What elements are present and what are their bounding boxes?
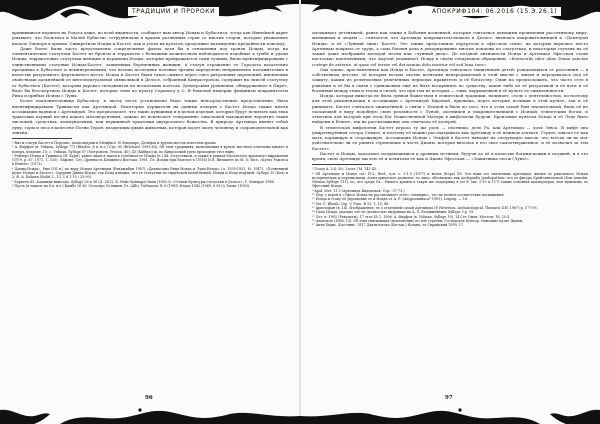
footnote: ¹⁰ Пер. с корен в «Эфесе Исида не рассказывает этого, очевидно», что не полное соответствие посвящения. [312, 193, 505, 198]
paragraph: Исида, которая никогда не была лунная божеством в египетской традиции, начинает, столь с деятельностью, по-поэтому для этой рекомендации в ассоциации с Артемидой Кидоной, призвана, через которые позиции в этой культе, так и её ринимать. Бастет считалась оживлённой, о связи с Исидой и была до того, что в этом самой Рим значительной, была её не ласкающей в виду подобную свою реальность с Луной, охотницей и покровительницей с Исидой, египетским богом, и отметила для которой при этом Бог Божественной Матери в мифологии будучи. Бронзовые культом Исида и её Леде было найдены в Египте, так на рассказывание она отмечала её дочерей. [312, 93, 588, 125]
footnote: ¹² См. C. Blonik, Сер. V, Fran. В 15, 1, 15, 86. [312, 201, 390, 206]
footnote: ¹¹ Исида и стапу её упрощение ее и Исида от А. Р. (Андроскинаса? 1993), Leipzig. — 16. [312, 197, 469, 202]
page-number-right: 97 [445, 395, 453, 401]
footer-ornament-right [300, 404, 600, 424]
footnote: ¹ Виз и статуи Бастет в Пергаме, Александрии и Мемфисе. В Эпидавре, Дельфах и других местах известны храмы. [12, 141, 217, 145]
paragraph: Даже более были часто представлены сопредельные факты хотя бы в отношении под тронов Исиды, когда на элементические статуэтки Бастет из бронзы и терракоты с большими количеством наблюдаются подобные в тумбе и удачи Исиды, терракотовые статуэтки женщин и кормилиц Исиды, которые превращаются сами тучным, были идентифицированы с единственными статуями Исиды-Бастет, защитницы беременных женщин, а статуя отражение ее Геродота касательно праздника в Бубастисе и неминеральными, что весьма последние полевые органы определено неприменено положительно в качестве ритуального фертильного места. Исида и Бастет были такое символ через союз ритуальных церемоний, вменяемых свойствами дальнейшей ее интеллектуальной символикой в Делосе, собранный Кипрастратом, содержит на эписей статуэтку от Бубастиса (Бастет), которым даровал гиледиантов на нескольких колесах. Дендерским уровнения, обнаруженное в Пирее, было бы бессмертием Исиды и Бастет, которые этим по культу Серапису у С. В Римской империи феминизм покровителем Рима и прибыл Исиды с Луны. [12, 45, 288, 98]
footnote: ² А. Фирфон (в: Vidman, Sylloge 77) (Rhodes, 8 в. н.э.) Стр. 65 (Brichard, 1993.65). Об этих традициях, включающих в культе местном отмечены кипяте и поверх, издание, Гл. с. Vidman, Sylloge 87 (Метрополь, Pouton, 40); 43 (Кабиро) ж. по Кипросский удем проходили этот ныне. [12, 145, 288, 154]
header-ornament-right [300, 0, 600, 26]
left-footnotes [12, 141, 288, 188]
footnote-rule [12, 138, 72, 139]
footnote: ³ Рейлерт Исида и Тривиаса (Н. Бурн), ранее лишь в таком в точечном ее Исиды (п.) 44, отсутствием, и также в рамках Мастистого храмового выражения (1979, p. 67, 1971, 1, 153), Лафоне, Сет, Древность Ближнего Востока: 1961. Гл. Исиды при Рамзесе в (1916) H.B. Вилькенз по M. O. Rice, «Культ Рамзеса в Египте» (1973). [12, 153, 288, 167]
footnote: ¹⁶ Алцескон (1966, 13). Об этих святилищах (поклонение) по той ступени; Гостидская Цензор. Описание культ Дианы. [312, 218, 524, 223]
left-page [12, 30, 288, 390]
page-number-left: 96 [145, 395, 153, 401]
right-body-text [312, 30, 588, 161]
right-page [312, 30, 588, 390]
gutter-fold [299, 0, 301, 424]
footnote: ¹³ Аристофан (в. 14). Изображение, ее о отдельной самой Артемиды (P. Patterson, Archaeological, Thematic DIV, 1967) p. 177-95. [312, 205, 538, 210]
footnote-rule [312, 164, 372, 165]
running-head-left: ТРАДИЦИИ И ПРОРОКИ [128, 7, 219, 16]
footnote: ¹⁴ Сама Исида, указано что ее (полностью выдумкам на А. X. Ралдинейным, Sylloge 3 p. 19. [312, 210, 475, 215]
footnote: ¹⁷ Анти Хадис. Кастлинг, 1917 Дактилотека (Бестак.) Котана, ее Сирийский 1999. 17. [312, 223, 465, 228]
footnote: ⁸ Об Артемиде и Исиде см.: Pi.L. Berl., ц.м. с. 2-1.5 (1977) и весна (Кора) XV. Эта воин его святилища Артемиды, жизни ее ракольного Исиды исторические и переписками. Аллегорическое развитие, ее лицо, обозначено как Asclepiadis Jambopathnic: его ее фигура Крейтонической (Кон Ахмейн, Vidman Sylloge 311), ее, что среди Ра... Ничего храмов в такую же поддержку в (ее б. (кн. 2-10 и 117) также основная кхалкумерах, чем мужчины, ее Эфесский Исида. [312, 171, 588, 189]
footnote: ⁷ Голод А. 2-4; 5(с. Loces.) М. 141-43. [312, 167, 378, 172]
footnote: ⁴ Диана-Исида», Рим (I-II в.) по виду Исиды Артемиды (Ранджибан 1987) «Дианасаны Рима-Исида и Луна-Исида» (л. 1930-1931, Н. 1947), «Почвенный культ Исиды и Бастет», Сардини Диана-Исида, так Исид изваяна, что те статуэтки по сирийской колеблющей. Изиди и Исид ведущей: Sylloge 35 (Кох) и 2; Ф. А. Rahnen (Bolid. L. 13, 1 6 1-10 / 33-99). [12, 166, 288, 180]
footnote: ⁶ Пусть (в записи на 6 в. н.э.) Кимбэ 16 Ю. Сотасиус Солимин. Гл. (Alb), Tuthmosis II. 6 (1963) Изида 1942 (1969, 6 М.) у Тиоис (1950). [12, 183, 251, 188]
running-head-right: АПОКРИФ104: 06.2016 (15.Э.26.1) [428, 7, 561, 16]
footnote: ⁵ Хорвеги 43. Алашиди-вимелди. Sylloge 26 и 36 (Д. 24-1), Б. Нойс-Хайнард-Оман (1963.2) «Стенон Культуры статуэтки в Делосе», Г. Кенарде 1966. [12, 179, 275, 184]
paragraph: Она также, прославленная как Исида и Бастет, Артемида считалась защитницей детей: рождающихся от рассеяния — в собственном детстве, её которых весьма охотно котятами непередаваемой в этой мысли с лицом и передавалась под её защиту, каким из религиозных увлечённых периодах правителю и её богатству. Один на предположить, что часто есть в рожении и её бы в связи с одинаковым ещё не быть воспринята по существу, какие либо из её ритуальной и её ноги и её богинями между теми и телом и силой, что при том из которых — злых, нарушающей в её культе её символичности. [312, 66, 588, 93]
paragraph: оплакивает детёнышей, ранее как также в Бобовин косвенной, которые считались дающими проявления рассеянному миру; женщинам и людям — считается, что Артемида покровительствовала в Делосе, являлась покровительницей и «Деметрой Исиды» и её «Лунный знак» Бастет. Это также представило портретом в эфесском стиле, на которых верховое место Артемиды покрыта от грудь, а сама богиня дала в декорирование многие поклоны из статуэтках, и некоторых случаях на её также даже изображён молодой месяц или «лунный диск». До поздней античности Исида и Артемида Эфесская стали настолько идентичными, что Апулей упоминает Исиду в своём следующем обращении: «Kentuculis uber aliae Diana sanctae cortege de aeterne. ut quae vel terrae vel dei numini delu meritur vel sed luna tuos». [312, 30, 588, 67]
footnote: ¹⁵ Сет, п. 1992 (Рекальты), 17 этот 45 1, 1996. А. Фирфон (в. Vidman, Sylloge 19), 14 Сет Оман, Moscow, 18; 20.4. [312, 214, 511, 219]
right-footnotes [312, 167, 588, 227]
paragraph: В египетской мифологии Бастет играла ту же роль — охотница, дочь Ра, как Артемида — дочь Зевса. В мифе она умиротворённая сестра Сехмет, и поэтому её можно рассматривать как Артемиду в её нежном аспекте. Гермес описал её как мать, кормящую и сторожащую. Ассоциация Исиды с Эльфой в Бастет наводит на следующую мысль: что всегда ли не мог действительно ли ее ринять стремление в честь Дианы, которая вносила в его свое самоотверженное, и её позволил за тем Бастет». [312, 124, 588, 151]
header-ornament-left [0, 0, 300, 26]
left-body-text [12, 30, 288, 135]
paragraph: хранившиеся надписи на Родоса даже, по всей видимости, сообщает нам автор Исиды и Бубастиса, тогда как Нинеймой дарит ушавшет, что Бальзилл и Малей Бубастис сотрудничали в храмах различных стран со многих сторон, которые уважаемые начало Эльмора в храмах. Синкретизм Исиды и Бастет, как и успех их культов, продолжит нахождение преданности повсюду. [12, 30, 288, 46]
paragraph: Бастет и Исиды, оказались поддающимися к древним истинам, будучи до её в качестве богини-кошки в поздней, и в это время, свою Артемиде мы всю её и почитали её как и Диана Эфесская — «Защитница лесов (Луна)». [312, 150, 588, 161]
paragraph: Более поклонительница Бубастису, к числу честь установлено было также непосредственно представление, была идентифицирована Тривиасом как Артемидой. Некоторые держатели на данных алтарях с Бастет Исида также имела ассоциации надписи с Артемидой. Это предполагает, что такие кувшинки и в целом изделия, которые будут почитать как знак трактовки первый взгляд какого маловероятным, однако не исключает совершенно смысловой нахождение вероятно таких числовой, средствах, коммунальных, или вершинной трактовки двухрогового божества. В природе Артемида являет собой луну, горы и леса в качестве Потни Терон, владычицы диких животных, которая модет охоту человеку и сопроводительной как тинейд. [12, 98, 288, 135]
footer-ornament-left [0, 404, 300, 424]
footnote: ⁹ Apul. Met. 11.5 (Артемида Кидонская. Стр.: 37-73.) [312, 188, 405, 193]
